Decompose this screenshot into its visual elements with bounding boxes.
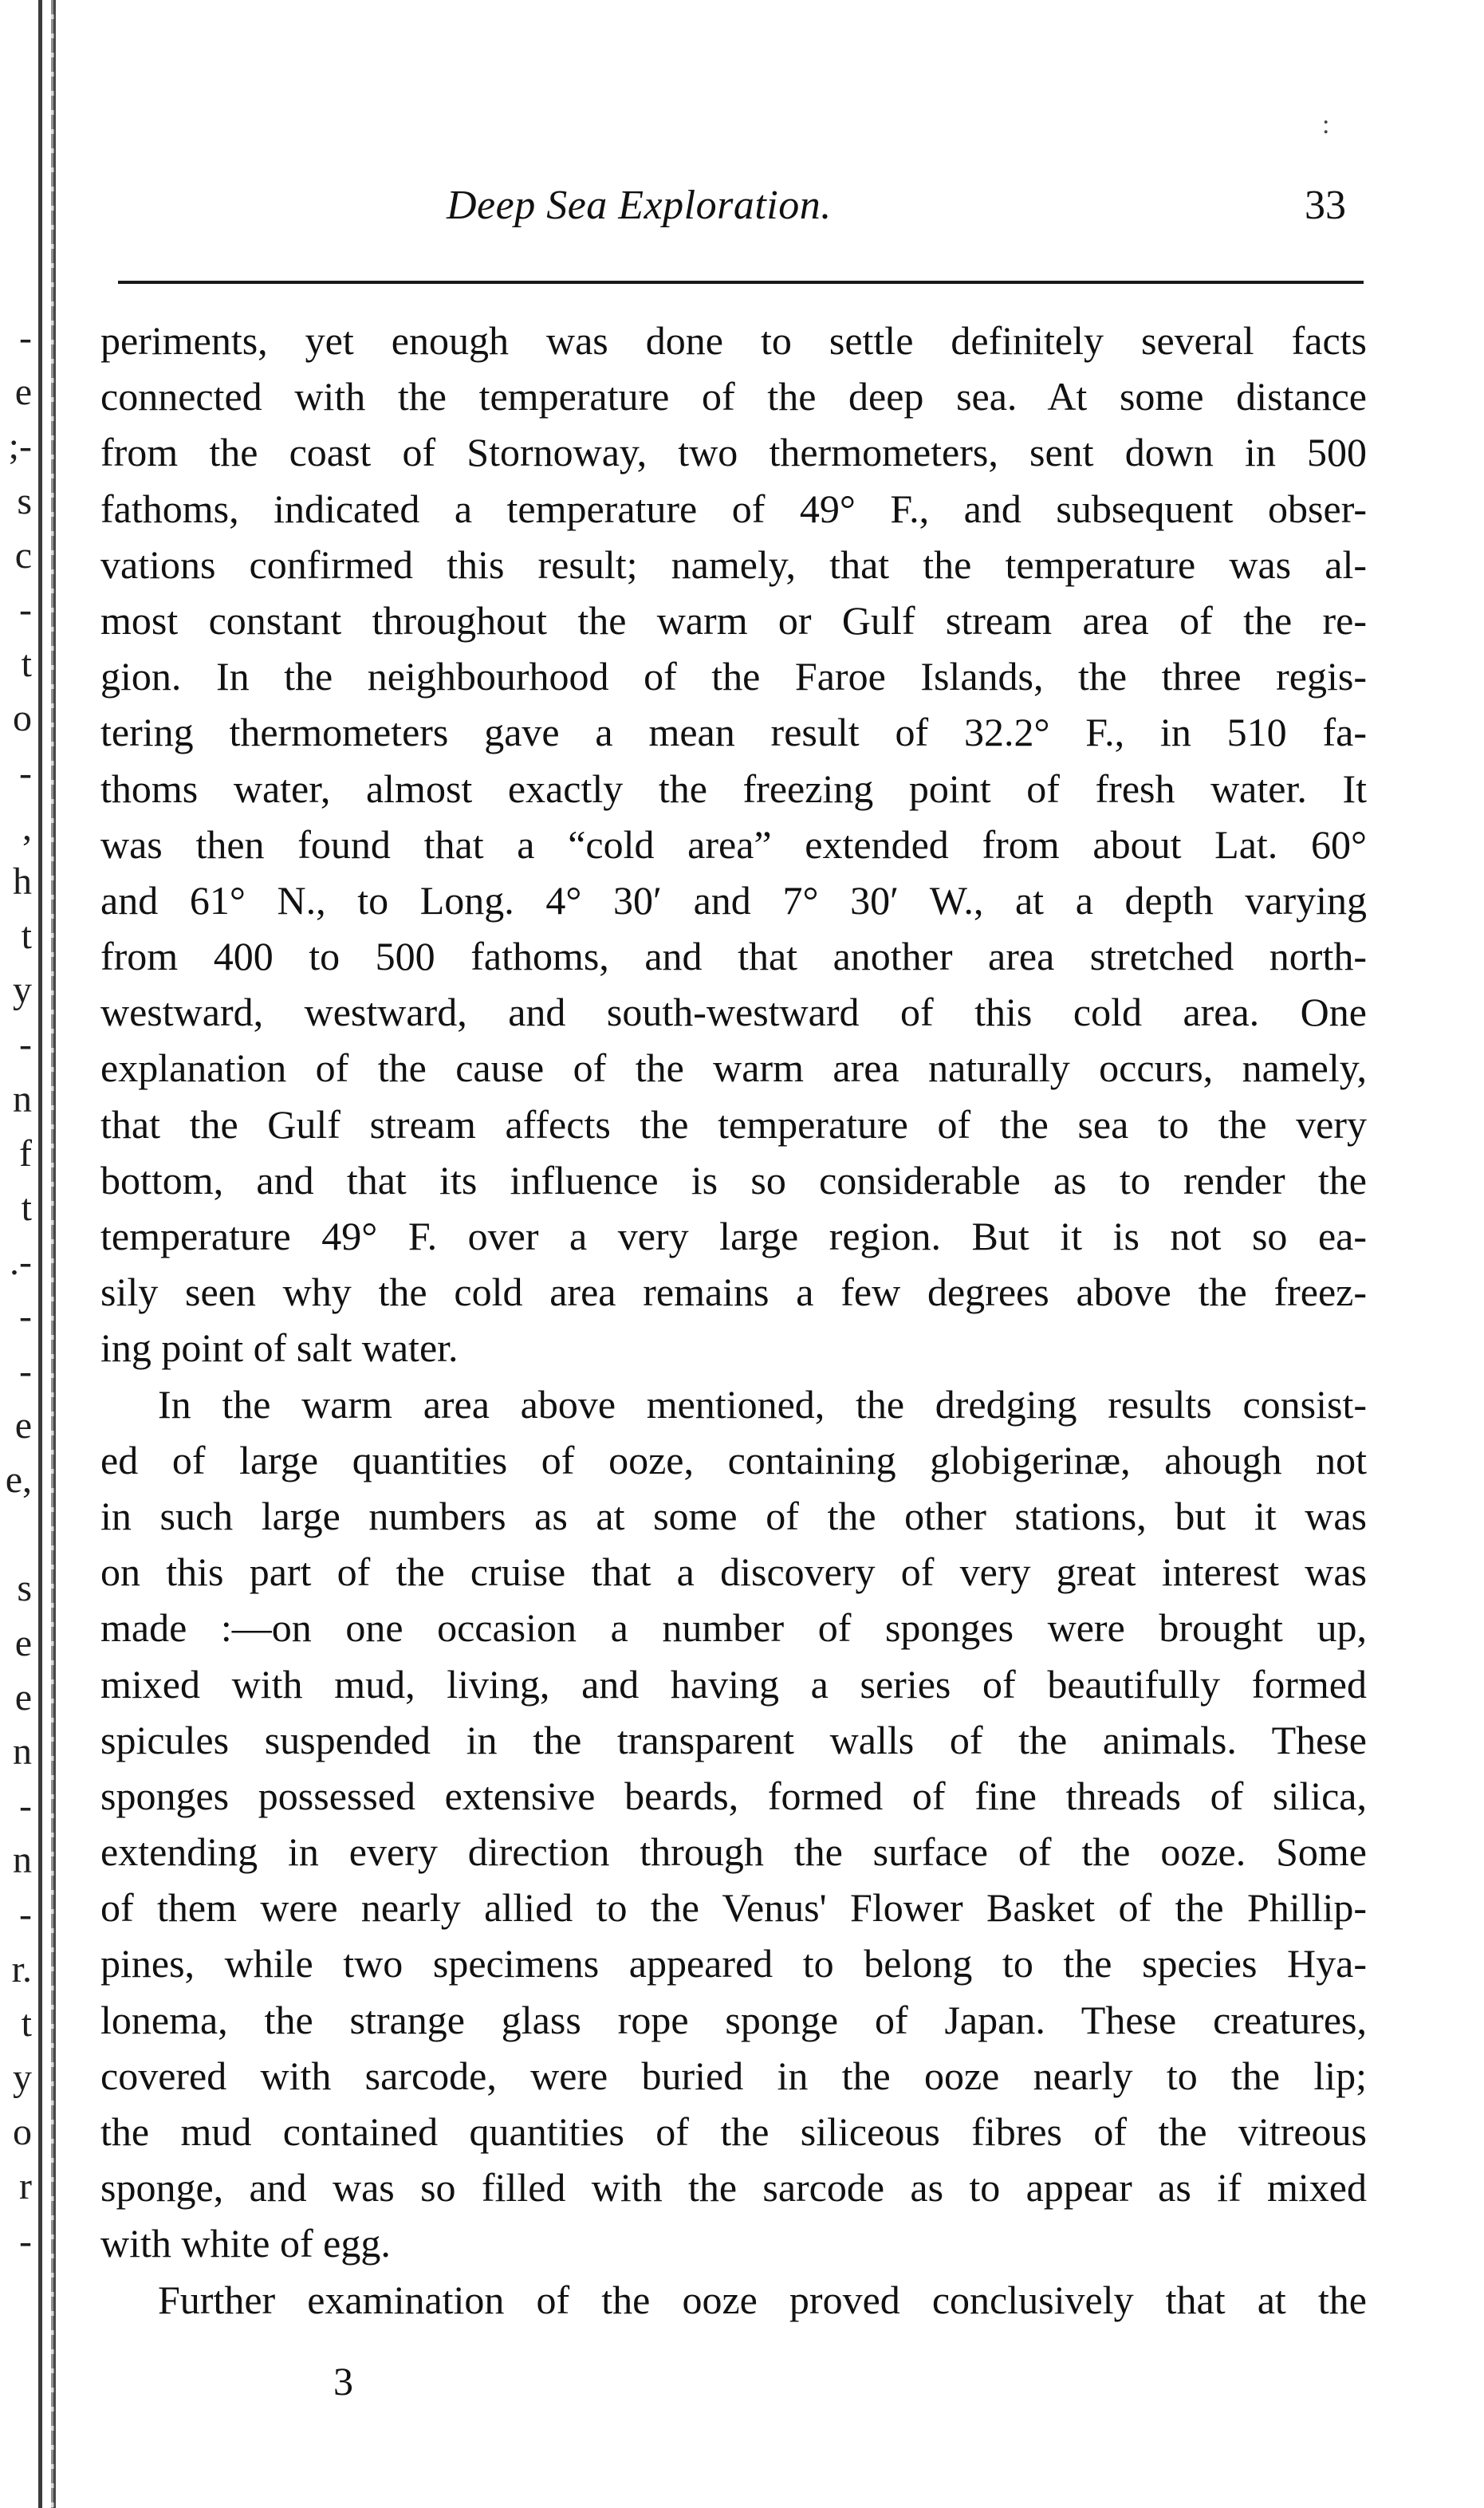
- bleed-letter: t: [21, 643, 32, 686]
- paragraph: [100, 2272, 1367, 2328]
- text-line: gion. In the neighbourhood of the Faroe Islands, the three regis-: [100, 654, 1367, 699]
- bleed-letter: c: [14, 533, 32, 577]
- text-line: sily seen why the cold area remains a few degrees above the freez-: [100, 1270, 1367, 1315]
- text-line: fathoms, indicated a temperature of 49° F., and subsequent obser-: [100, 486, 1367, 531]
- text-line: bottom, and that its influence is so considerable as to render the: [100, 1157, 1367, 1203]
- text-line: made :—on one occasion a number of sponges were brought up,: [100, 1605, 1367, 1651]
- bleed-letter: o: [13, 2111, 32, 2154]
- bleed-letter: t: [21, 2002, 32, 2045]
- text-line: and 61° N., to Long. 4° 30′ and 7° 30′ W., at a depth varying: [100, 877, 1367, 923]
- bleed-letter: h: [13, 860, 32, 903]
- text-line: sponge, and was so filled with the sarcode as to appear as if mixed: [100, 2165, 1367, 2211]
- running-title: Deep Sea Exploration.: [447, 183, 832, 228]
- text-line: in such large numbers as at some of the other stations, but it was: [100, 1493, 1367, 1538]
- bleed-letter: r: [19, 2165, 32, 2208]
- text-line: most constant throughout the warm or Gulf stream area of the re-: [100, 597, 1367, 643]
- bleed-letter: -: [19, 2219, 32, 2262]
- header-rule: [118, 281, 1364, 284]
- text-line: periments, yet enough was done to settle definitely several facts: [100, 318, 1367, 363]
- stray-mark: :: [1322, 110, 1330, 140]
- bleed-letter: s: [17, 479, 32, 522]
- facing-page-bleed: [0, 311, 32, 2269]
- text-line: westward, westward, and south-westward of this cold area. One: [100, 990, 1367, 1035]
- text-line: from 400 to 500 fathoms, and that another area stretched north-: [100, 934, 1367, 979]
- text-line: on this part of the cruise that a discovery of very great interest was: [100, 1549, 1367, 1595]
- bleed-letter: ,: [22, 805, 32, 848]
- text-line: covered with sarcode, were buried in the ooze nearly to the lip;: [100, 2053, 1367, 2098]
- text-line: of them were nearly allied to the Venus' Flower Basket of the Phillip-: [100, 1885, 1367, 1931]
- bleed-letter: f: [19, 1132, 32, 1175]
- bleed-letter: [0, 1507, 32, 1561]
- body-text: [100, 313, 1367, 2328]
- bleed-letter: o: [13, 697, 32, 740]
- text-line: pines, while two specimens appeared to belong to the species Hya-: [100, 1941, 1367, 1986]
- bleed-letter: e: [14, 1404, 32, 1447]
- bleed-letter: s: [17, 1567, 32, 1610]
- bleed-letter: n: [13, 1730, 32, 1773]
- bleed-letter: r.: [11, 1947, 32, 1990]
- bleed-letter: y: [13, 2057, 32, 2099]
- bleed-letter: -: [19, 751, 32, 794]
- text-line: explanation of the cause of the warm area naturally occurs, namely,: [100, 1045, 1367, 1091]
- signature-mark: 3: [333, 2359, 353, 2404]
- bleed-letter: -: [19, 588, 32, 631]
- bleed-letter: e: [14, 371, 32, 414]
- paragraph: [100, 313, 1367, 1376]
- page-number: 33: [1305, 183, 1346, 228]
- bleed-letter: -: [19, 1785, 32, 1828]
- text-line: vations confirmed this result; namely, that the temperature was al-: [100, 541, 1367, 587]
- bleed-letter: -: [19, 1023, 32, 1066]
- binding-texture: [51, 0, 54, 2508]
- bleed-letter: e: [14, 1675, 32, 1719]
- bleed-letter: y: [13, 969, 32, 1012]
- text-line: thoms water, almost exactly the freezing point of fresh water. It: [100, 766, 1367, 811]
- text-line: with white of egg.: [100, 2221, 391, 2266]
- text-line: connected with the temperature of the deep sea. At some distance: [100, 374, 1367, 419]
- text-line: that the Gulf stream affects the temperature of the sea to the very: [100, 1101, 1367, 1147]
- text-line: spicules suspended in the transparent walls of the animals. These: [100, 1717, 1367, 1762]
- bleed-letter: -: [19, 1295, 32, 1338]
- text-line: from the coast of Stornoway, two thermometers, sent down in 500: [100, 430, 1367, 475]
- text-line: In the warm area above mentioned, the dredging results consist-: [158, 1381, 1367, 1427]
- bleed-letter: -: [19, 1349, 32, 1392]
- bleed-letter: n: [13, 1077, 32, 1120]
- text-line: ing point of salt water.: [100, 1325, 459, 1371]
- text-line: Further examination of the ooze proved conclusively that at the: [158, 2277, 1367, 2322]
- text-line: the mud contained quantities of the siliceous fibres of the vitreous: [100, 2109, 1367, 2154]
- bleed-letter: e: [14, 1621, 32, 1664]
- bleed-letter: .-: [10, 1241, 32, 1284]
- text-line: tering thermometers gave a mean result of 32.2° F., in 510 fa-: [100, 710, 1367, 755]
- text-line: mixed with mud, living, and having a series of beautifully formed: [100, 1661, 1367, 1707]
- bleed-letter: -: [19, 317, 32, 359]
- bleed-letter: t: [21, 1187, 32, 1229]
- text-line: lonema, the strange glass rope sponge of Japan. These creatures,: [100, 1997, 1367, 2042]
- text-line: was then found that a “cold area” extended from about Lat. 60°: [100, 821, 1367, 867]
- text-line: temperature 49° F. over a very large region. But it is not so ea-: [100, 1214, 1367, 1258]
- bleed-letter: t: [21, 915, 32, 958]
- bleed-letter: e,: [5, 1458, 32, 1501]
- paragraph: [100, 1376, 1367, 2272]
- text-line: ed of large quantities of ooze, containing globigerinæ, ahough not: [100, 1437, 1367, 1482]
- bleed-letter: ;-: [8, 425, 32, 468]
- text-line: sponges possessed extensive beards, formed of fine threads of silica,: [100, 1773, 1367, 1818]
- text-line: extending in every direction through the surface of the ooze. Some: [100, 1829, 1367, 1875]
- bleed-letter: n: [13, 1839, 32, 1882]
- bleed-letter: -: [19, 1893, 32, 1936]
